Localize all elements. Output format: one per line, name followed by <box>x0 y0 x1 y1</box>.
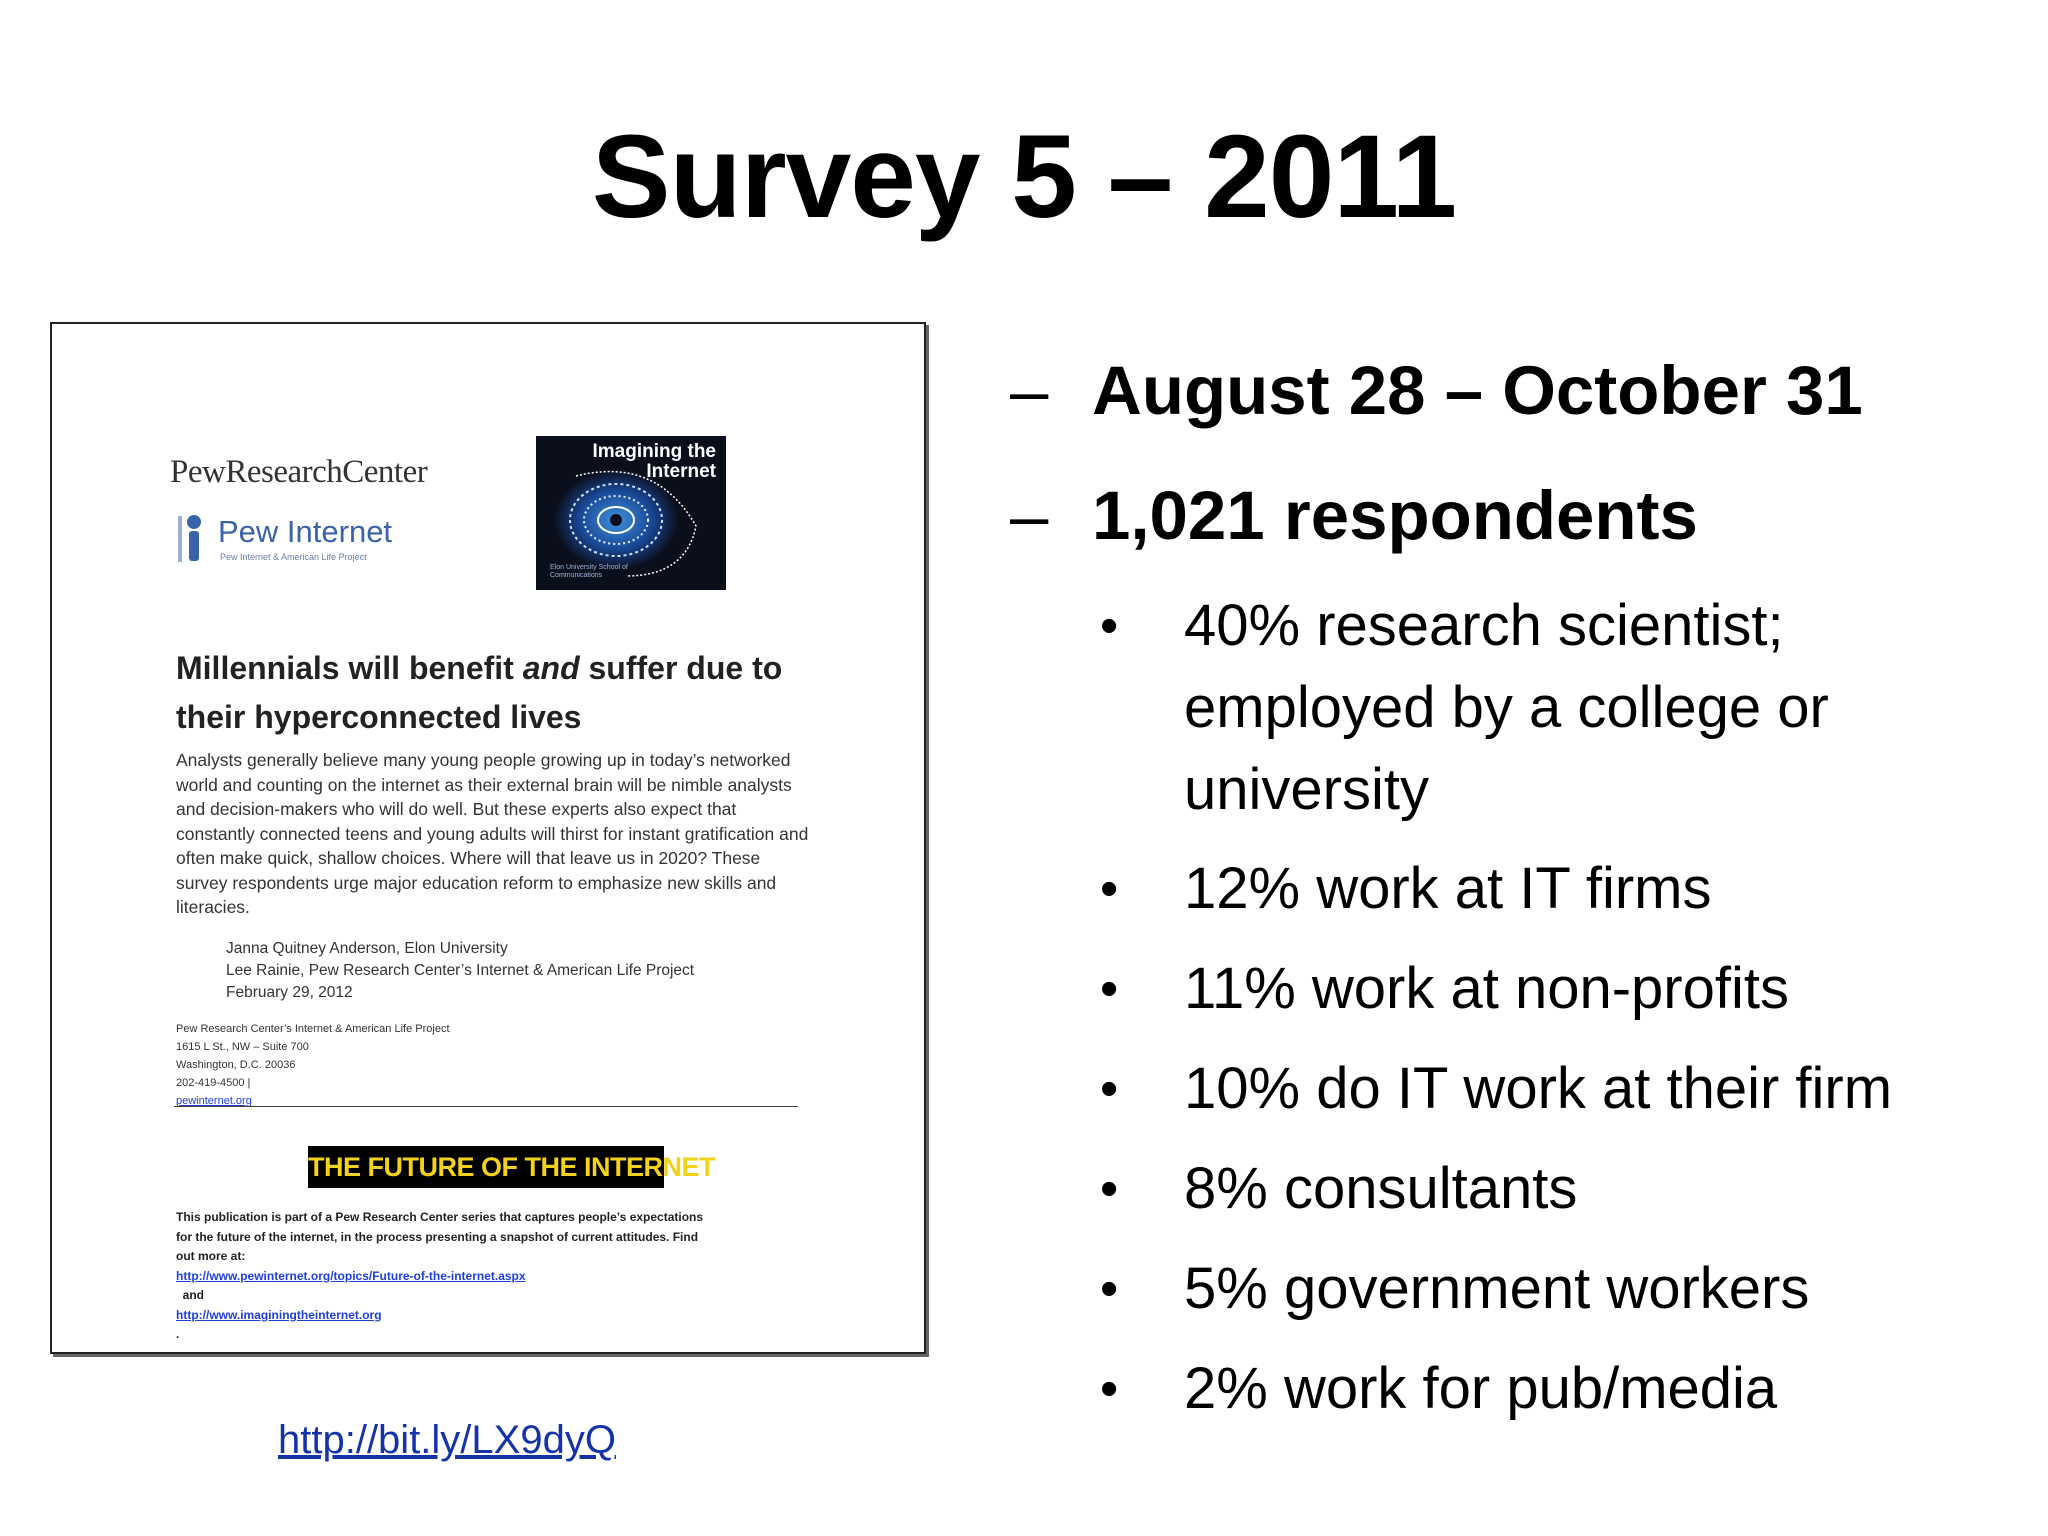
sub-bullet-text: 8% consultants <box>1184 1156 1578 1221</box>
sub-bullet-text: 11% work at non-profits <box>1184 956 1789 1021</box>
report-contact <box>176 1020 736 1110</box>
short-link[interactable]: http://bit.ly/LX9dyQ <box>278 1418 616 1462</box>
bullet-marker: • <box>1100 1060 1119 1118</box>
dash-marker: – <box>1010 477 1049 554</box>
contact-site-link[interactable]: pewinternet.org <box>176 1095 252 1107</box>
footer-end: . <box>176 1327 180 1341</box>
sub-bullet-text: 2% work for pub/media <box>1184 1356 1778 1421</box>
headline-part-2: suffer due to their hyperconnected lives <box>176 650 783 735</box>
bullet-marker: • <box>1100 1260 1119 1318</box>
pew-internet-icon <box>176 510 208 566</box>
divider <box>174 1106 798 1107</box>
dates-text: August 28 – October 31 <box>1092 352 1863 429</box>
sub-bullet-text: 40% research scientist; employed by a college or university <box>1184 593 1829 822</box>
author-1: Janna Quitney Anderson, Elon University <box>226 940 508 957</box>
slide-title: Survey 5 – 2011 <box>591 111 1457 243</box>
footer-link-pewinternet[interactable]: http://www.pewinternet.org/topics/Future-of-the-internet.aspx <box>176 1268 526 1283</box>
contact-address-2: Washington, D.C. 20036 <box>176 1059 296 1071</box>
sub-bullet-text: 12% work at IT firms <box>1184 856 1712 921</box>
imagining-the-internet-logo <box>536 436 726 590</box>
headline-italic: and <box>522 650 580 686</box>
imagining-the-internet-title <box>593 442 717 482</box>
dash-marker: – <box>1010 352 1049 429</box>
elon-university-caption: Elon University School of Communications <box>550 564 628 579</box>
footer-line-4 <box>176 1306 816 1345</box>
footer-prefix: out more at: <box>176 1249 246 1263</box>
footer-and: and <box>176 1288 205 1302</box>
bullet-marker: • <box>1100 1160 1119 1218</box>
bullet-marker: • <box>1100 960 1119 1018</box>
pew-research-center-logo: PewResearchCenter <box>170 454 428 490</box>
bullet-marker: • <box>1100 860 1119 918</box>
report-date: February 29, 2012 <box>226 984 353 1001</box>
sub-bullet-text: 10% do IT work at their firm <box>1184 1056 1893 1121</box>
report-cover-thumbnail <box>50 322 926 1354</box>
pew-internet-logo <box>176 510 436 572</box>
pew-internet-name: Pew Internet <box>218 514 393 549</box>
report-headline <box>176 644 816 742</box>
report-authors <box>226 938 786 1004</box>
pew-internet-subtitle: Pew Internet & American Life Project <box>220 552 367 562</box>
contact-phone-line <box>176 1074 736 1110</box>
report-footer <box>176 1208 816 1345</box>
bullet-marker: • <box>1100 1360 1119 1418</box>
contact-org: Pew Research Center’s Internet & American Life Project <box>176 1023 450 1035</box>
contact-address-1: 1615 L St., NW – Suite 700 <box>176 1041 309 1053</box>
iti-title-line-1: Imagining the <box>592 441 716 462</box>
future-of-internet-banner: THE FUTURE OF THE INTERNET <box>308 1146 664 1188</box>
iti-title-line-2: Internet <box>646 461 716 482</box>
report-abstract: Analysts generally believe many young people growing up in today’s networked world and counting on the internet as their external brain will be nimble analysts and decision-makers who will do well. But these experts also expect that constantly connected teens and young adults will thirst for instant gratification and often make quick, shallow choices. Where will that leave us in 2020? These survey respondents urge major education reform to emphasize new skills and literacies. <box>176 750 809 917</box>
footer-link-imagining[interactable]: http://www.imaginingtheinternet.org <box>176 1307 382 1322</box>
headline-part-1: Millennials will benefit <box>176 650 523 686</box>
author-2: Lee Rainie, Pew Research Center’s Internet & American Life Project <box>226 962 695 979</box>
footer-line-2: for the future of the internet, in the process presenting a snapshot of current attitudes. Find <box>176 1229 699 1244</box>
footer-line-3 <box>176 1247 816 1306</box>
contact-phone: 202-419-4500 | <box>176 1077 251 1089</box>
footer-line-1: This publication is part of a Pew Research Center series that captures people’s expectations <box>176 1210 704 1224</box>
respondents-text: 1,021 respondents <box>1092 477 1698 554</box>
bullet-marker: • <box>1100 597 1119 655</box>
sub-bullet-text: 5% government workers <box>1184 1256 1810 1321</box>
